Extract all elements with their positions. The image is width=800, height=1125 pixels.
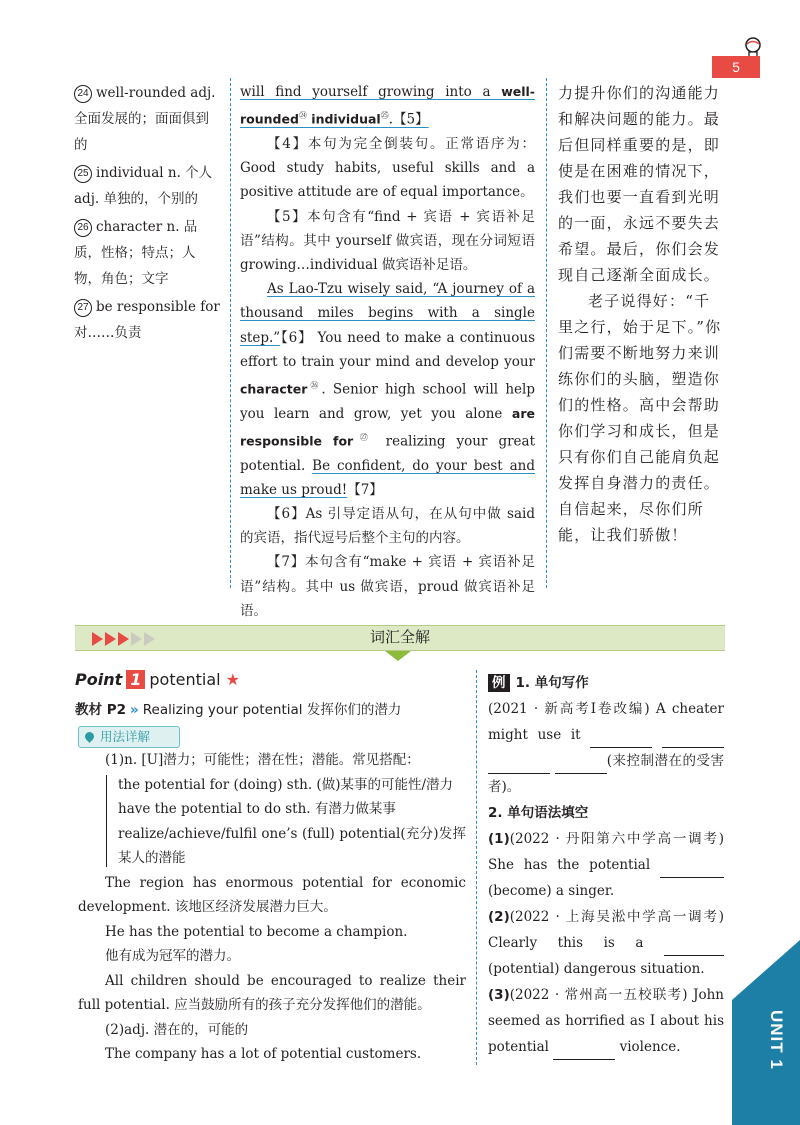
vocab-text: be responsible for 对……负责 <box>74 299 220 341</box>
vocab-number: 26 <box>74 219 92 237</box>
exercise-heading: 1. 单句写作 <box>515 675 589 691</box>
exercise-question: (2021 · 新高考Ⅰ卷改编) A cheater might use it (来控制潜在的受害者)。 <box>488 701 724 795</box>
main-text <box>240 80 535 623</box>
note-7: 【7】本句含有“make + 宾语 + 宾语补足语”结构。其中 us 做宾语，proud 做宾语补足语。 <box>240 554 535 619</box>
answer-blank[interactable] <box>664 939 724 956</box>
usage-item-2: (2)adj. 潜在的，可能的 <box>105 1021 249 1038</box>
usage-details <box>78 748 466 1067</box>
answer-blank[interactable] <box>662 731 724 748</box>
vocab-number: 27 <box>74 299 92 317</box>
vocab-text: well-rounded adj. 全面发展的；面面俱到的 <box>74 85 216 153</box>
answer-blank[interactable] <box>660 861 724 878</box>
section-title: 词汇全解 <box>369 628 430 646</box>
vocab-item <box>74 160 220 212</box>
exercise-question: (1)(2022 · 丹阳第六中学高一调考) She has the potential (become) a singer. <box>488 831 724 899</box>
exercise-question: (3)(2022 · 常州高一五校联考) John seemed as horrified as I about his potential violence. <box>488 982 724 1060</box>
vocab-item <box>74 80 220 158</box>
translation-p2: 老子说得好：“千里之行，始于足下。”你们需要不断地努力来训练你们的头脑，塑造你们的性格。高中会帮助你们学习和成长，但是只有你们自己能肩负起发挥自身潜力的责任。自信起来，尽你们所能，让我们骄傲！ <box>558 292 722 544</box>
example-label: 例 <box>488 674 510 692</box>
column-divider <box>546 78 547 588</box>
exercise-heading: 2. 单句语法填空 <box>488 805 589 821</box>
vocab-item <box>74 214 220 292</box>
example-sentence: The region has enormous potential for economic development. 该地区经济发展潜力巨大。 <box>78 874 466 915</box>
page-number: 5 <box>712 56 760 78</box>
collocation: have the potential to do sth. 有潜力做某事 <box>118 801 396 817</box>
usage-label: 用法详解 <box>78 726 180 748</box>
brace-icon <box>106 775 117 867</box>
location-pin-icon <box>83 730 96 743</box>
source-line: 教材 P2 » Realizing your potential 发挥你们的潜力 <box>75 702 402 718</box>
answer-blank[interactable] <box>590 731 652 748</box>
note-4: 【4】本句为完全倒装句。正常语序为：Good study habits, useful skills and a positive attitude are of equal importance。 <box>240 135 535 201</box>
collocation: the potential for (doing) sth. (做)某事的可能性/潜力 <box>118 776 454 793</box>
collocation-list <box>78 773 466 871</box>
main-line-1: will find yourself growing into a well-rounded$^㉔$ individual$^㉕$.【5】 <box>240 84 535 128</box>
vocab-item <box>74 294 220 346</box>
note-6: 【6】As 引导定语从句，在从句中做 said 的宾语，指代逗号后整个主句的内容。 <box>240 505 535 547</box>
exercise-question: (2)(2022 · 上海吴淞中学高一调考) Clearly this is a (potential) dangerous situation. <box>488 909 724 977</box>
collocation: realize/achieve/fulfil one’s (full) potential(充分)发挥某人的潜能 <box>118 825 466 866</box>
column-divider <box>230 78 231 588</box>
vocab-number: 25 <box>74 165 92 183</box>
note-5: 【5】本句含有“find + 宾语 + 宾语补足语”结构。其中 yourself 做宾语，现在分词短语 growing…individual 做宾语补足语。 <box>240 208 535 273</box>
answer-blank[interactable] <box>553 1043 615 1060</box>
example-sentence: The company has a lot of potential customers. <box>105 1046 422 1062</box>
vocab-number: 24 <box>74 85 92 103</box>
point-header: Point 1 potential ★ <box>75 670 240 689</box>
translation-p1: 力提升你们的沟通能力和解决问题的能力。最后但同样重要的是，即使是在困难的情况下，我们也要一直看到光明的一面，永远不要失去希望。最后，你们会发现自己逐渐全面成长。 <box>558 84 721 284</box>
unit-label: UNIT 1 <box>767 1010 786 1070</box>
vocab-notes <box>74 80 220 348</box>
answer-blank[interactable] <box>555 757 607 774</box>
answer-blank[interactable] <box>488 757 550 774</box>
down-triangle-icon <box>385 651 411 661</box>
vocab-text: character n. 品质，性格；特点；人物，角色；文字 <box>74 219 198 287</box>
example-sentence: He has the potential to become a champion. <box>105 923 408 940</box>
exercise-column <box>488 670 724 1060</box>
usage-item-1: (1)n. [U]潜力；可能性；潜在性；潜能。常见搭配： <box>105 752 420 768</box>
translation <box>558 80 726 548</box>
column-divider <box>476 670 477 1065</box>
star-icon: ★ <box>225 670 240 689</box>
example-translation: 他有成为冠军的潜力。 <box>105 948 240 964</box>
vocab-text: individual n. 个人 adj. 单独的，个别的 <box>74 165 213 207</box>
main-paragraph: As Lao-Tzu wisely said, “A journey of a thousand miles begins with a single step.”【6】 You need to make a continuous effort to train your mind and develop your character$^㉖$. Senior high school will help you learn and grow, yet you alone are responsible for$^㉗$ realizing your great potential. Be confident, do your best and make us proud!【7】 <box>240 281 536 498</box>
example-sentence: All children should be encouraged to realize their full potential. 应当鼓励所有的孩子充分发挥他们的潜能。 <box>78 972 466 1013</box>
